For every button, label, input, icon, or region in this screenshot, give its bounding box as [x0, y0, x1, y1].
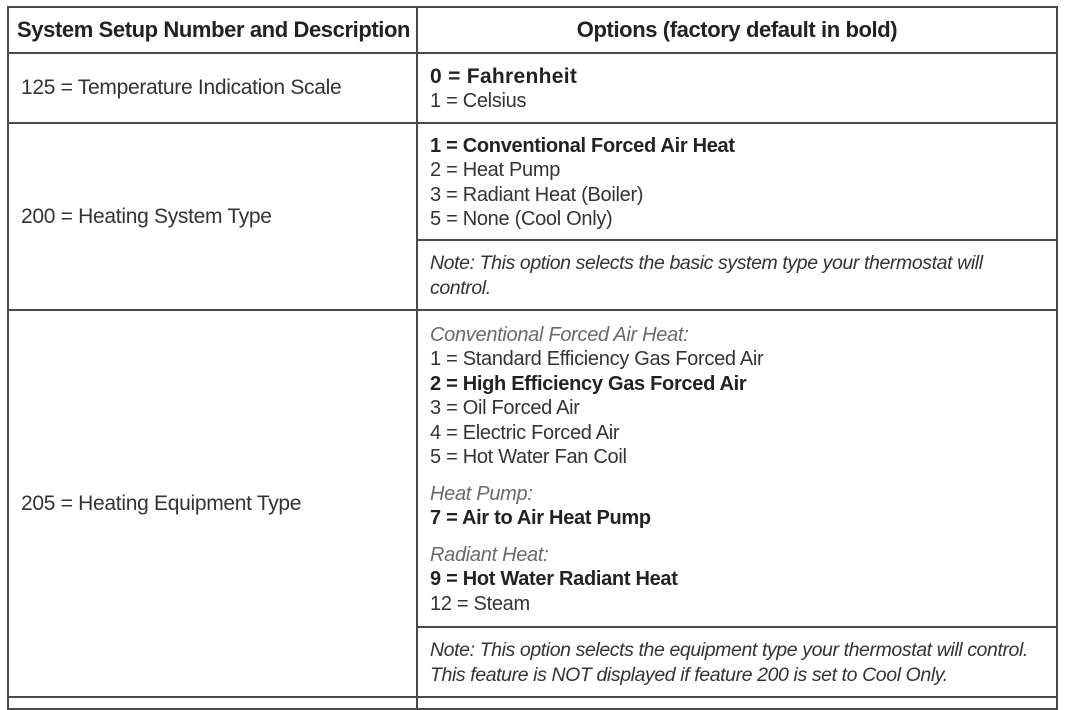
option: 1 = Celsius	[430, 90, 527, 112]
options-cell	[417, 310, 1057, 627]
table-row-partial	[8, 697, 1057, 709]
note-text: Note: This option selects the equipment type your thermostat will control. This feature is NOT displayed if feature 200 is set to Cool Only.	[417, 627, 1057, 697]
setting-description: 125 = Temperature Indication Scale	[8, 53, 417, 123]
option-default: 9 = Hot Water Radiant Heat	[430, 568, 678, 591]
table-row	[8, 310, 1057, 627]
option: 5 = None (Cool Only)	[430, 208, 613, 230]
options-cell	[417, 123, 1057, 240]
option: 1 = Standard Efficiency Gas Forced Air	[430, 348, 764, 371]
group-label: Heat Pump:	[430, 482, 533, 505]
header-options: Options (factory default in bold)	[417, 7, 1057, 53]
option: 4 = Electric Forced Air	[430, 421, 620, 444]
setting-description: 200 = Heating System Type	[8, 123, 417, 310]
table-header-row	[8, 7, 1057, 53]
group-label: Conventional Forced Air Heat:	[430, 323, 689, 346]
table-row	[8, 123, 1057, 240]
option-default: 7 = Air to Air Heat Pump	[430, 507, 651, 530]
option-default: 2 = High Efficiency Gas Forced Air	[430, 372, 747, 395]
option: 3 = Radiant Heat (Boiler)	[430, 183, 644, 206]
option-default: 0 = Fahrenheit	[430, 64, 578, 88]
table-row	[8, 53, 1057, 123]
setting-description: 205 = Heating Equipment Type	[8, 310, 417, 697]
note-text: Note: This option selects the basic system type your thermostat will control.	[417, 240, 1057, 310]
system-setup-table	[7, 6, 1058, 710]
option: 5 = Hot Water Fan Coil	[430, 446, 627, 469]
header-description: System Setup Number and Description	[8, 7, 417, 53]
option: 12 = Steam	[430, 592, 530, 615]
options-cell	[417, 53, 1057, 123]
option-default: 1 = Conventional Forced Air Heat	[430, 134, 735, 157]
option: 3 = Oil Forced Air	[430, 397, 580, 420]
option: 2 = Heat Pump	[430, 159, 561, 181]
group-label: Radiant Heat:	[430, 543, 549, 566]
